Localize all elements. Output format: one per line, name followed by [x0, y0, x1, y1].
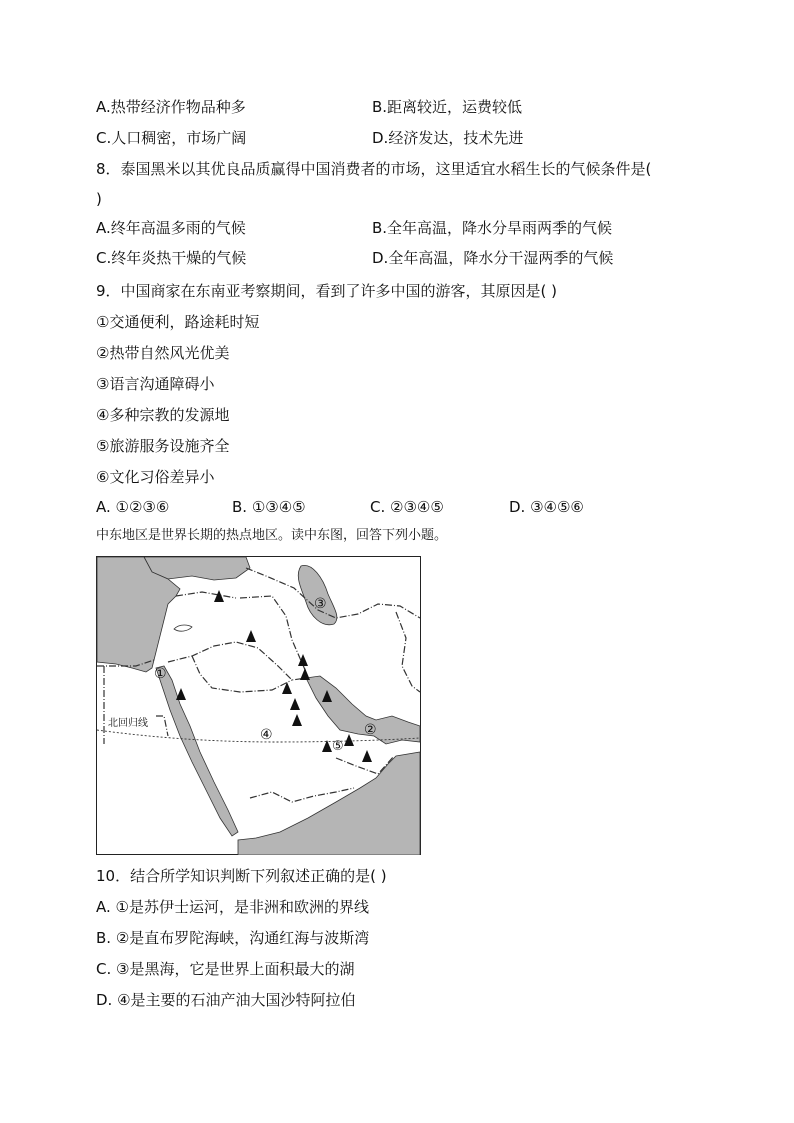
q7-option-b: B.距离较近，运费较低 — [372, 98, 523, 116]
map-marker-3: ③ — [314, 596, 327, 612]
q9-item: ⑥文化习俗差异小 — [96, 468, 215, 486]
q9-option-c: C. ②③④⑤ — [370, 498, 444, 516]
q7-option-c: C.人口稠密，市场广阔 — [96, 129, 247, 147]
q9-item: ②热带自然风光优美 — [96, 344, 230, 362]
map-intro: 中东地区是世界长期的热点地区。读中东图，回答下列小题。 — [96, 528, 448, 543]
q9-item: ④多种宗教的发源地 — [96, 406, 230, 424]
map-marker-5: ⑤ — [332, 739, 344, 754]
q8-option-a: A.终年高温多雨的气候 — [96, 219, 246, 237]
map-marker-4: ④ — [260, 727, 273, 743]
q9-option-a: A. ①②③⑥ — [96, 498, 170, 516]
q10-option-a: A. ①是苏伊士运河，是非洲和欧洲的界线 — [96, 898, 369, 916]
middle-east-map — [96, 556, 421, 855]
tropic-label: 北回归线 — [108, 718, 148, 729]
q8-option-c: C.终年炎热干燥的气候 — [96, 249, 247, 267]
q7-option-a: A.热带经济作物品种多 — [96, 98, 246, 116]
q10-option-b: B. ②是直布罗陀海峡，沟通红海与波斯湾 — [96, 929, 370, 947]
q9-item: ⑤旅游服务设施齐全 — [96, 437, 230, 455]
map-marker-1: ① — [154, 666, 167, 682]
q8-option-d: D.全年高温，降水分干湿两季的气候 — [372, 249, 614, 267]
q8-stem-end: ) — [96, 190, 102, 208]
q9-stem: 9．中国商家在东南亚考察期间，看到了许多中国的游客，其原因是( ) — [96, 282, 558, 300]
q8-option-b: B.全年高温，降水分旱雨两季的气候 — [372, 219, 613, 237]
q10-option-d: D. ④是主要的石油产油大国沙特阿拉伯 — [96, 991, 356, 1009]
q10-stem: 10．结合所学知识判断下列叙述正确的是( ) — [96, 867, 387, 885]
q9-item: ③语言沟通障碍小 — [96, 375, 215, 393]
q9-item: ①交通便利，路途耗时短 — [96, 313, 260, 331]
q7-option-d: D.经济发达，技术先进 — [372, 129, 524, 147]
q9-option-b: B. ①③④⑤ — [232, 498, 306, 516]
map-marker-2: ② — [364, 722, 377, 738]
q8-stem: 8．泰国黑米以其优良品质赢得中国消费者的市场，这里适宜水稻生长的气候条件是( — [96, 160, 652, 178]
q10-option-c: C. ③是黑海，它是世界上面积最大的湖 — [96, 960, 355, 978]
q9-option-d: D. ③④⑤⑥ — [509, 498, 584, 516]
